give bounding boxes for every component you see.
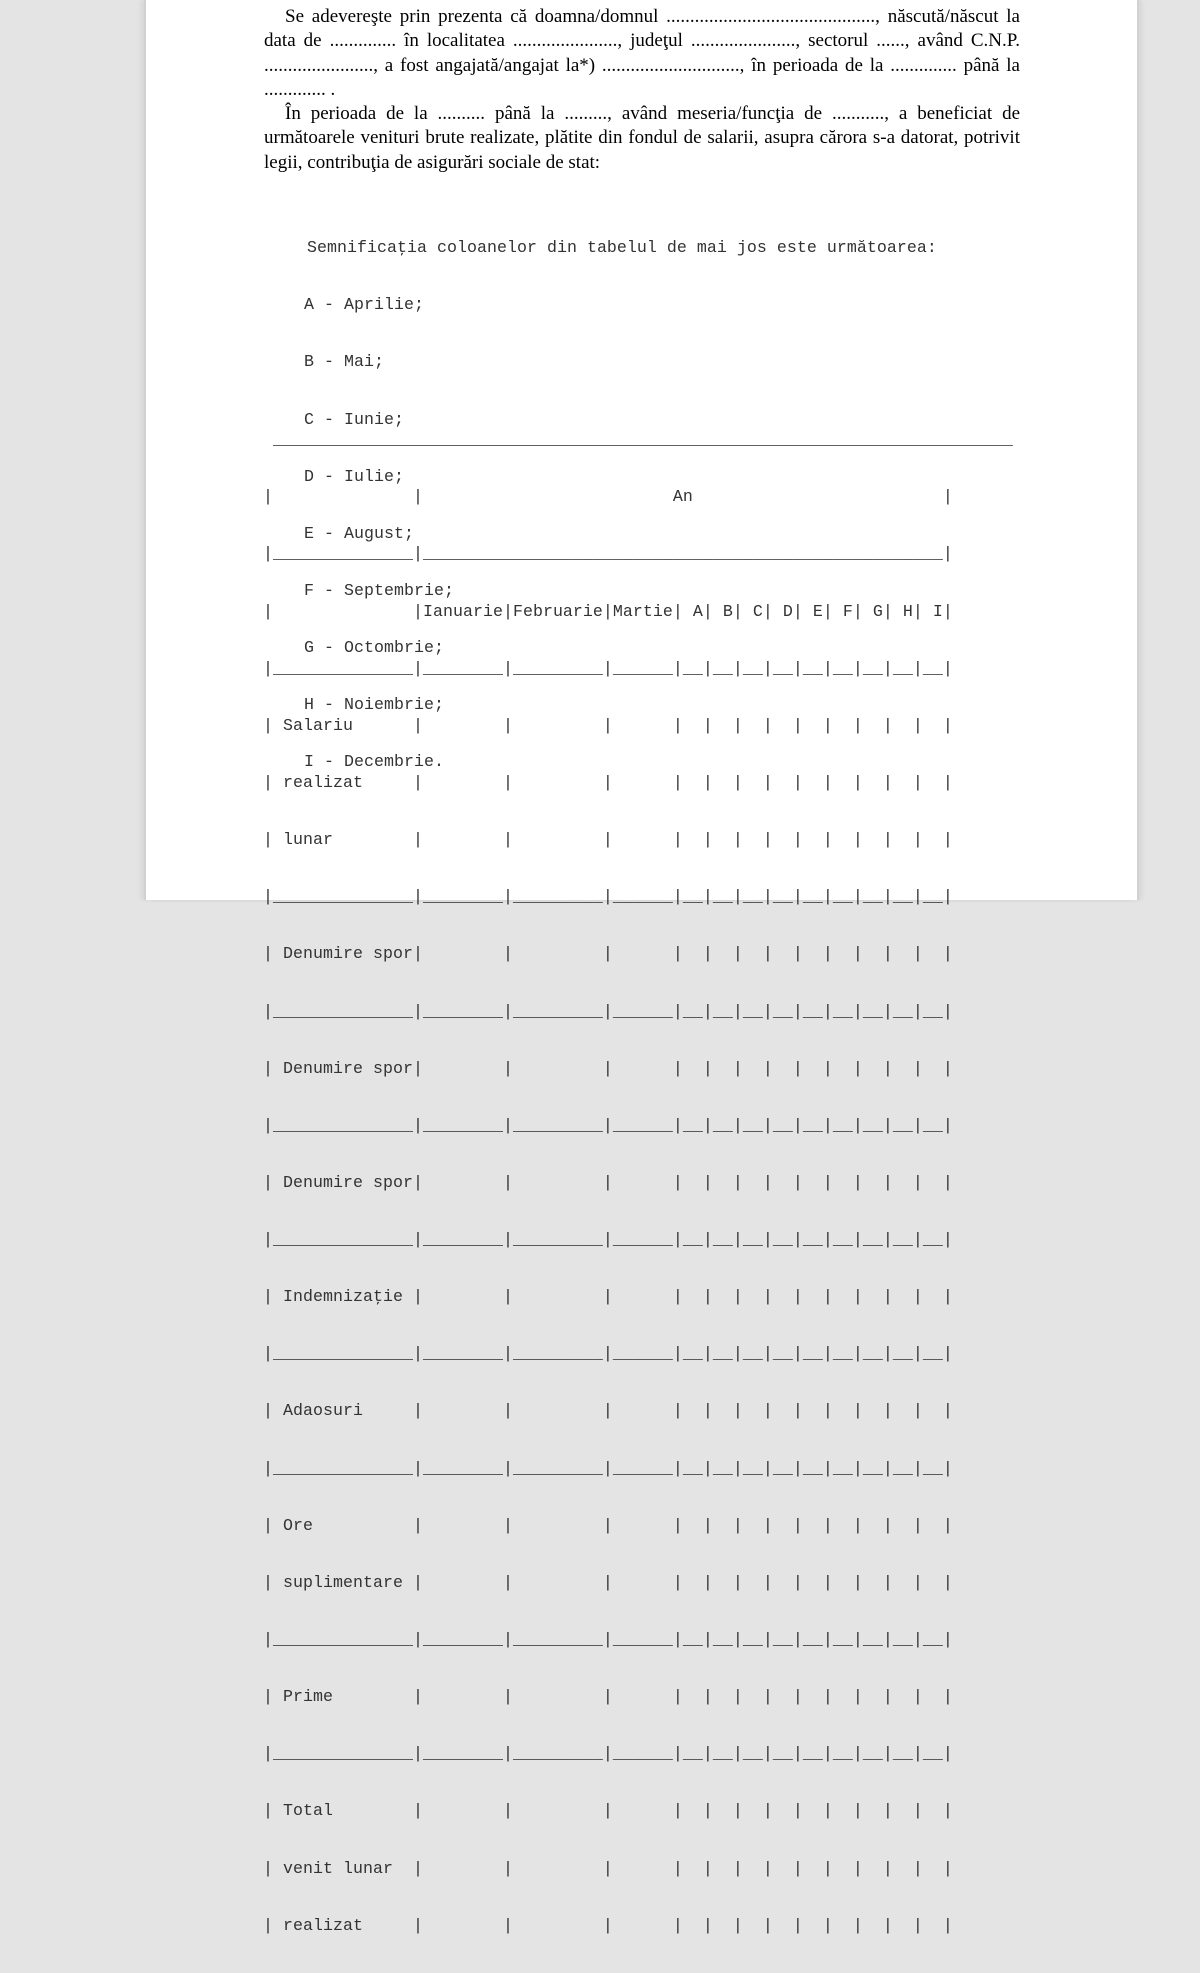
table-row-spor-2: | Denumire spor| | | | | | | | | | | | | — [263, 1058, 953, 1078]
legend-item-f: F - Septembrie; — [304, 580, 454, 600]
table-row-total: | realizat | | | | | | | | | | | | | — [263, 1915, 953, 1935]
legend-item-d: D - Iulie; — [304, 466, 404, 486]
legend-item-g: G - Octombrie; — [304, 638, 444, 658]
legend-item-c: C - Iunie; — [304, 409, 404, 429]
legend-item-a: A - Aprilie; — [304, 295, 424, 315]
table-row-total: | Total | | | | | | | | | | | | | — [263, 1801, 953, 1821]
table-header-year-row: | | An | — [263, 487, 953, 507]
table-header-bottom: |______________|________|_________|______|__|__|__|__|__|__|__|__|__| — [263, 658, 953, 678]
legend-item-b: B - Mai; — [304, 352, 384, 372]
paragraph-income: În perioada de la .......... până la ........., având meseria/funcţia de ..........., a beneficiat de următoarele venituri brute realizate, plătite din fondul de salarii, asupra cărora s-a datorat, potrivit legii, contribuţia de asigurări sociale de stat: — [264, 103, 1020, 173]
table-row-divider: |______________|________|_________|______|__|__|__|__|__|__|__|__|__| — [263, 887, 953, 907]
table-row-divider: |______________|________|_________|______|__|__|__|__|__|__|__|__|__| — [263, 1630, 953, 1650]
legend-intro: Semnificaţia coloanelor din tabelul de mai jos este următoarea: — [307, 238, 937, 258]
table-row-divider: |______________|________|_________|______|__|__|__|__|__|__|__|__|__| — [263, 1115, 953, 1135]
certificate-body — [264, 5, 1020, 175]
legend-item-i: I - Decembrie. — [304, 752, 444, 772]
legend-item-e: E - August; — [304, 523, 414, 543]
table-row-divider: |______________|________|_________|______|__|__|__|__|__|__|__|__|__| — [263, 1344, 953, 1364]
table-row-total: | venit lunar | | | | | | | | | | | | | — [263, 1858, 953, 1878]
table-top-border: __________________________________________________________________________ — [263, 430, 1013, 450]
table-row-adaosuri: | Adaosuri | | | | | | | | | | | | | — [263, 1401, 953, 1421]
table-row-spor-3: | Denumire spor| | | | | | | | | | | | | — [263, 1172, 953, 1192]
document-page — [146, 0, 1137, 1935]
table-row-spor-1: | Denumire spor| | | | | | | | | | | | | — [263, 944, 953, 964]
table-row-divider: |______________|________|_________|______|__|__|__|__|__|__|__|__|__| — [263, 1230, 953, 1250]
table-header-divider: |______________|____________________________________________________| — [263, 544, 953, 564]
table-row-ore-suplimentare: | Ore | | | | | | | | | | | | | — [263, 1515, 953, 1535]
table-row-prime: | Prime | | | | | | | | | | | | | — [263, 1687, 953, 1707]
table-header-months-row: | |Ianuarie|Februarie|Martie| A| B| C| D| E| F| G| H| I| — [263, 601, 953, 621]
table-row-ore-suplimentare: | suplimentare | | | | | | | | | | | | | — [263, 1572, 953, 1592]
table-row-salariu: | Salariu | | | | | | | | | | | | | — [263, 715, 953, 735]
table-row-indemnizatie: | Indemnizaţie | | | | | | | | | | | | | — [263, 1287, 953, 1307]
legend-item-h: H - Noiembrie; — [304, 695, 444, 715]
table-row-salariu: | lunar | | | | | | | | | | | | | — [263, 830, 953, 850]
table-row-divider: |______________|________|_________|______|__|__|__|__|__|__|__|__|__| — [263, 1458, 953, 1478]
table-row-divider: |______________|________|_________|______|__|__|__|__|__|__|__|__|__| — [263, 1744, 953, 1764]
table-row-salariu: | realizat | | | | | | | | | | | | | — [263, 772, 953, 792]
paragraph-identity: Se adevereşte prin prezenta că doamna/domnul ............................................, născută/născut la data de .............. în localitatea ......................, judeţul ......................, sectorul ......, având C.N.P. ......................., a fost angajată/angajat la*) ............................., în perioada de la .............. până la ............. . — [264, 6, 1020, 100]
table-row-divider: |______________|________|_________|______|__|__|__|__|__|__|__|__|__| — [263, 1001, 953, 1021]
income-table — [263, 392, 1013, 1973]
